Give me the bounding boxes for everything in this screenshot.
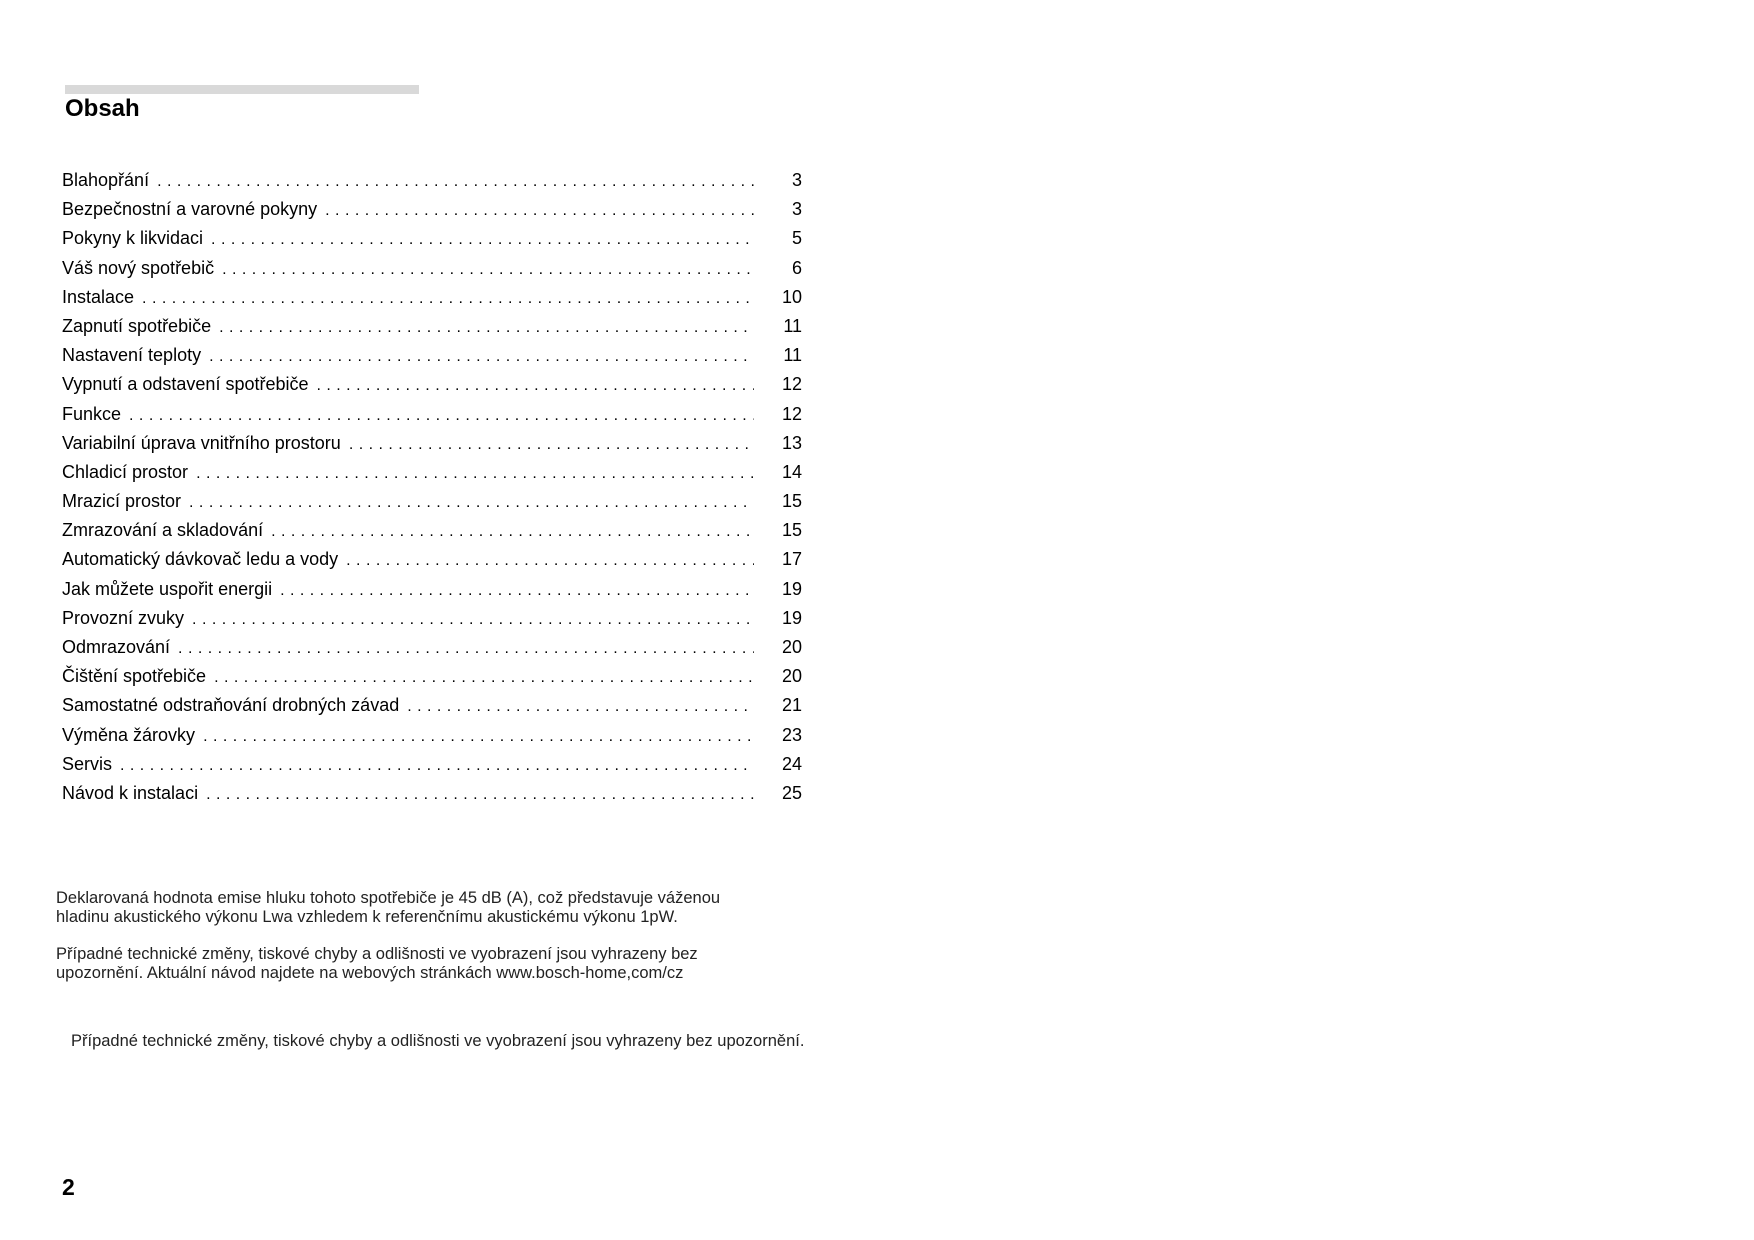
toc-entry-label: Odmrazování (62, 637, 171, 657)
toc-dot-leader (189, 494, 754, 512)
toc-dot-leader (211, 231, 754, 249)
toc-entry-page: 11 (783, 345, 802, 366)
toc-entry[interactable] (62, 199, 802, 228)
toc-entry[interactable] (62, 579, 802, 608)
toc-entry-page: 6 (791, 257, 802, 278)
toc-entry-label: Nastavení teploty (62, 345, 202, 366)
toc-entry-page: 14 (781, 461, 802, 482)
toc-entry-label: Servis (62, 753, 113, 774)
toc-entry[interactable] (62, 491, 802, 520)
toc-entry-page: 12 (781, 403, 802, 424)
toc-entry-label: Automatický dávkovač ledu a vody (62, 549, 339, 570)
toc-dot-leader (209, 348, 754, 366)
toc-dot-leader (280, 582, 754, 600)
toc-entry-page: 10 (781, 286, 802, 307)
toc-entry-label: Návod k instalaci (62, 782, 199, 803)
toc-dot-leader (325, 202, 754, 220)
toc-dot-leader (317, 377, 755, 395)
toc-entry-page: 24 (781, 753, 802, 774)
toc-entry-page: 13 (781, 432, 802, 453)
toc-entry-label: Pokyny k likvidaci (62, 228, 204, 249)
toc-entry-label: Chladicí prostor (62, 461, 189, 482)
toc-entry-label: Zapnutí spotřebiče (62, 315, 212, 336)
page-number: 2 (62, 1174, 75, 1200)
toc-dot-leader (407, 698, 754, 716)
toc-entry[interactable] (62, 404, 802, 433)
toc-entry[interactable] (62, 287, 802, 316)
toc-entry[interactable] (62, 170, 802, 199)
footer-disclaimer: Případné technické změny, tiskové chyby a odlišnosti ve vyobrazení jsou vyhrazeny bez upozornění. (71, 1032, 805, 1050)
toc-entry-label: Instalace (62, 286, 135, 307)
toc-dot-leader (192, 611, 754, 629)
toc-dot-leader (222, 261, 754, 279)
changes-note-line-1: Případné technické změny, tiskové chyby a odlišnosti ve vyobrazení jsou vyhrazeny bez (56, 945, 698, 963)
toc-entry[interactable] (62, 374, 802, 403)
toc-entry-label: Blahopřání (62, 170, 150, 190)
toc-entry-label: Jak můžete uspořit energii (62, 578, 273, 599)
technical-changes-note (56, 945, 776, 983)
toc-entry[interactable] (62, 637, 802, 666)
toc-entry[interactable] (62, 608, 802, 637)
toc-entry-label: Čištění spotřebiče (62, 666, 207, 687)
toc-dot-leader (214, 669, 754, 687)
toc-entry-page: 19 (781, 607, 802, 628)
toc-entry-label: Samostatné odstraňování drobných závad (62, 695, 400, 716)
toc-entry[interactable] (62, 462, 802, 491)
toc-entry-page: 17 (781, 549, 802, 570)
toc-dot-leader (120, 757, 754, 775)
toc-entry[interactable] (62, 433, 802, 462)
toc-dot-leader (157, 173, 754, 191)
toc-entry[interactable] (62, 228, 802, 257)
toc-entry-label: Vypnutí a odstavení spotřebiče (62, 374, 309, 395)
toc-dot-leader (203, 728, 754, 746)
toc-entry-page: 21 (781, 695, 802, 716)
noise-note-line-2: hladinu akustického výkonu Lwa vzhledem k referenčnímu akustickému výkonu 1pW. (56, 908, 678, 926)
toc-entry[interactable] (62, 258, 802, 287)
toc-entry[interactable] (62, 520, 802, 549)
toc-entry-label: Funkce (62, 403, 122, 424)
page-title: Obsah (65, 95, 140, 122)
toc-entry[interactable] (62, 549, 802, 578)
table-of-contents (62, 170, 802, 812)
toc-entry[interactable] (62, 695, 802, 724)
toc-entry-page: 20 (781, 637, 802, 657)
toc-dot-leader (142, 290, 754, 308)
changes-note-line-2: upozornění. Aktuální návod najdete na webových stránkách www.bosch-home,com/cz (56, 964, 684, 982)
toc-entry-page: 25 (781, 782, 802, 803)
toc-entry-page: 19 (781, 578, 802, 599)
toc-entry[interactable] (62, 783, 802, 812)
toc-dot-leader (178, 640, 754, 658)
toc-dot-leader (346, 552, 754, 570)
toc-entry[interactable] (62, 666, 802, 695)
toc-entry[interactable] (62, 725, 802, 754)
toc-entry[interactable] (62, 345, 802, 374)
toc-entry-label: Zmrazování a skladování (62, 520, 264, 541)
toc-dot-leader (129, 407, 754, 425)
toc-entry-label: Bezpečnostní a varovné pokyny (62, 199, 318, 220)
toc-entry-page: 11 (783, 315, 802, 336)
toc-dot-leader (349, 436, 754, 454)
toc-entry-label: Variabilní úprava vnitřního prostoru (62, 432, 341, 453)
toc-entry-label: Mrazicí prostor (62, 491, 182, 512)
toc-entry-page: 12 (781, 374, 802, 395)
toc-entry-label: Provozní zvuky (62, 607, 185, 628)
toc-entry[interactable] (62, 754, 802, 783)
toc-entry-page: 15 (781, 520, 802, 541)
toc-dot-leader (219, 319, 754, 337)
toc-entry-page: 23 (781, 724, 802, 745)
noise-emission-note (56, 889, 776, 927)
toc-entry-page: 3 (791, 170, 802, 190)
toc-entry-label: Váš nový spotřebič (62, 257, 215, 278)
toc-entry-page: 3 (791, 199, 802, 220)
toc-entry[interactable] (62, 316, 802, 345)
toc-dot-leader (206, 786, 754, 804)
toc-entry-label: Výměna žárovky (62, 724, 196, 745)
noise-note-line-1: Deklarovaná hodnota emise hluku tohoto spotřebiče je 45 dB (A), což představuje váženou (56, 889, 721, 907)
toc-entry-page: 5 (791, 228, 802, 249)
toc-entry-page: 15 (781, 491, 802, 512)
toc-dot-leader (271, 523, 754, 541)
toc-dot-leader (196, 465, 754, 483)
title-rule (65, 85, 419, 94)
toc-entry-page: 20 (781, 666, 802, 687)
